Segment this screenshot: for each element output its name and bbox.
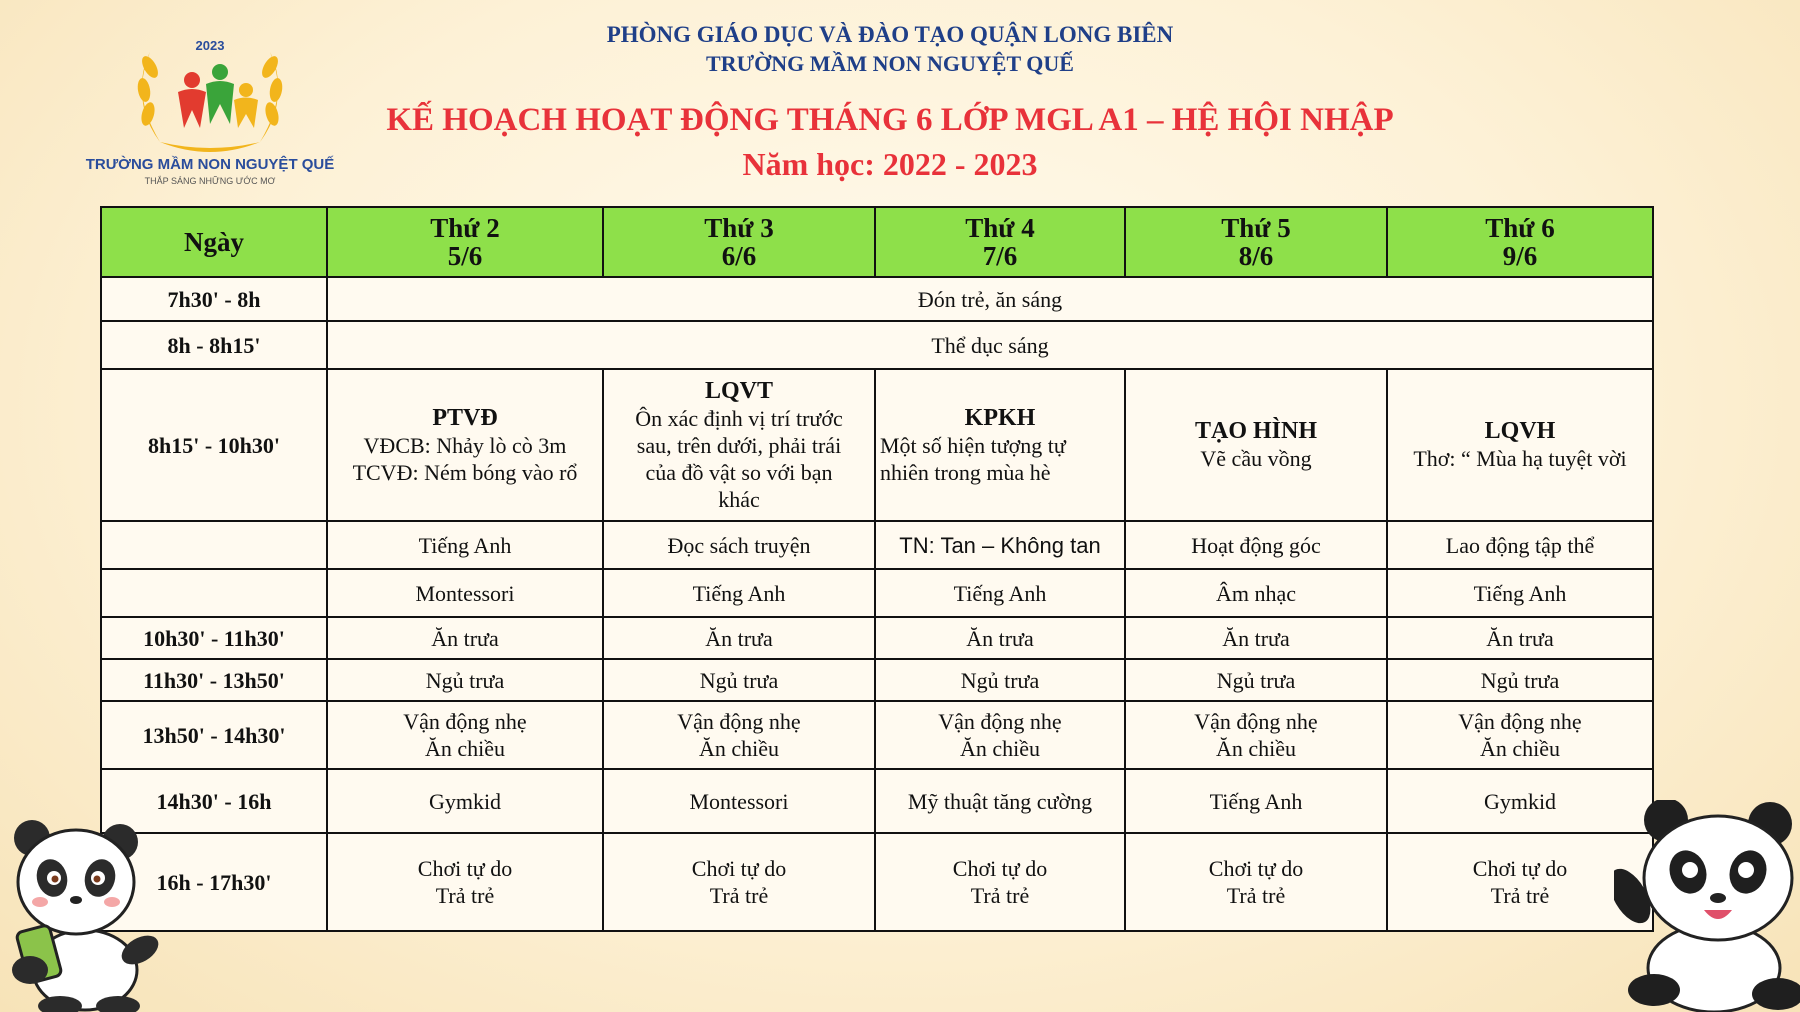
time-cell: 10h30' - 11h30' — [101, 617, 327, 659]
activity-cell: Ngủ trưa — [1387, 659, 1653, 701]
activity-cell: Tiếng Anh — [1125, 769, 1387, 833]
table-row — [101, 769, 1653, 833]
corner-header: Ngày — [101, 207, 327, 277]
table-row — [101, 569, 1653, 617]
activity-cell: Vận động nhẹ Ăn chiều — [327, 701, 603, 769]
activity-cell: Vận động nhẹ Ăn chiều — [1387, 701, 1653, 769]
activity-cell: Gymkid — [1387, 769, 1653, 833]
department-name: PHÒNG GIÁO DỤC VÀ ĐÀO TẠO QUẬN LONG BIÊN — [606, 22, 1174, 47]
activity-cell: Thể dục sáng — [327, 321, 1653, 369]
activity-cell: Tiếng Anh — [327, 521, 603, 569]
school-name: TRƯỜNG MẦM NON NGUYỆT QUẾ — [706, 51, 1074, 76]
activity-cell: KPKH Một số hiện tượng tự nhiên trong mùa hè — [875, 369, 1125, 521]
time-cell: 7h30' - 8h — [101, 277, 327, 321]
activity-cell: Chơi tự do Trả trẻ — [875, 833, 1125, 931]
day-header-thu: Thứ 5 8/6 — [1125, 207, 1387, 277]
activity-cell: Vận động nhẹ Ăn chiều — [603, 701, 875, 769]
activity-cell: TẠO HÌNH Vẽ cầu vồng — [1125, 369, 1387, 521]
activity-cell: Ăn trưa — [1387, 617, 1653, 659]
table-row — [101, 617, 1653, 659]
activity-cell: LQVT Ôn xác định vị trí trước sau, trên dưới, phải trái của đồ vật so với bạn khác — [603, 369, 875, 521]
activity-cell: Ngủ trưa — [1125, 659, 1387, 701]
activity-cell: Mỹ thuật tăng cường — [875, 769, 1125, 833]
panda-phone-icon — [0, 820, 170, 1012]
activity-cell: Vận động nhẹ Ăn chiều — [875, 701, 1125, 769]
activity-cell: Montessori — [327, 569, 603, 617]
logo-caption: TRƯỜNG MẦM NON NGUYỆT QUẾ — [85, 156, 335, 173]
activity-cell: Chơi tự do Trả trẻ — [327, 833, 603, 931]
activity-cell: Vận động nhẹ Ăn chiều — [1125, 701, 1387, 769]
activity-cell: LQVH Thơ: “ Mùa hạ tuyệt vời — [1387, 369, 1653, 521]
activity-cell: Ngủ trưa — [603, 659, 875, 701]
table-row — [101, 833, 1653, 931]
activity-cell: Ngủ trưa — [875, 659, 1125, 701]
time-cell: 8h - 8h15' — [101, 321, 327, 369]
activity-cell: Ăn trưa — [603, 617, 875, 659]
activity-cell: Ăn trưa — [1125, 617, 1387, 659]
activity-cell: Hoạt động góc — [1125, 521, 1387, 569]
time-cell: 14h30' - 16h — [101, 769, 327, 833]
time-cell — [101, 521, 327, 569]
activity-cell: Âm nhạc — [1125, 569, 1387, 617]
activity-cell: Ngủ trưa — [327, 659, 603, 701]
table-row — [101, 521, 1653, 569]
table-row — [101, 659, 1653, 701]
activity-cell: Gymkid — [327, 769, 603, 833]
activity-cell: Ăn trưa — [327, 617, 603, 659]
activity-cell: Chơi tự do Trả trẻ — [1125, 833, 1387, 931]
activity-cell: Tiếng Anh — [603, 569, 875, 617]
activity-cell: TN: Tan – Không tan — [875, 521, 1125, 569]
plan-title: KẾ HOẠCH HOẠT ĐỘNG THÁNG 6 LỚP MGL A1 – HỆ HỘI NHẬP — [386, 102, 1394, 138]
activity-cell: Ăn trưa — [875, 617, 1125, 659]
day-header-mon: Thứ 2 5/6 — [327, 207, 603, 277]
table-row — [101, 701, 1653, 769]
header-row — [101, 207, 1653, 277]
activity-cell: Tiếng Anh — [1387, 569, 1653, 617]
activity-cell: Montessori — [603, 769, 875, 833]
activity-cell: Chơi tự do Trả trẻ — [1387, 833, 1653, 931]
time-cell — [101, 569, 327, 617]
activity-cell: Lao động tập thể — [1387, 521, 1653, 569]
table-row — [101, 321, 1653, 369]
schedule-table — [100, 206, 1654, 932]
logo-year: 2023 — [195, 38, 225, 53]
time-cell: 13h50' - 14h30' — [101, 701, 327, 769]
time-cell: 16h - 17h30' — [101, 833, 327, 931]
day-header-fri: Thứ 6 9/6 — [1387, 207, 1653, 277]
activity-cell: Đọc sách truyện — [603, 521, 875, 569]
table-row — [101, 277, 1653, 321]
time-cell: 11h30' - 13h50' — [101, 659, 327, 701]
logo-tagline: THẮP SÁNG NHỮNG ƯỚC MƠ — [144, 176, 276, 186]
day-header-wed: Thứ 4 7/6 — [875, 207, 1125, 277]
activity-cell: PTVĐ VĐCB: Nhảy lò cò 3m TCVĐ: Ném bóng vào rổ — [327, 369, 603, 521]
activity-cell: Chơi tự do Trả trẻ — [603, 833, 875, 931]
time-cell: 8h15' - 10h30' — [101, 369, 327, 521]
day-header-tue: Thứ 3 6/6 — [603, 207, 875, 277]
activity-cell: Đón trẻ, ăn sáng — [327, 277, 1653, 321]
table-row — [101, 369, 1653, 521]
activity-cell: Tiếng Anh — [875, 569, 1125, 617]
panda-waving-icon — [1614, 800, 1800, 1012]
school-year: Năm học: 2022 - 2023 — [742, 146, 1038, 182]
